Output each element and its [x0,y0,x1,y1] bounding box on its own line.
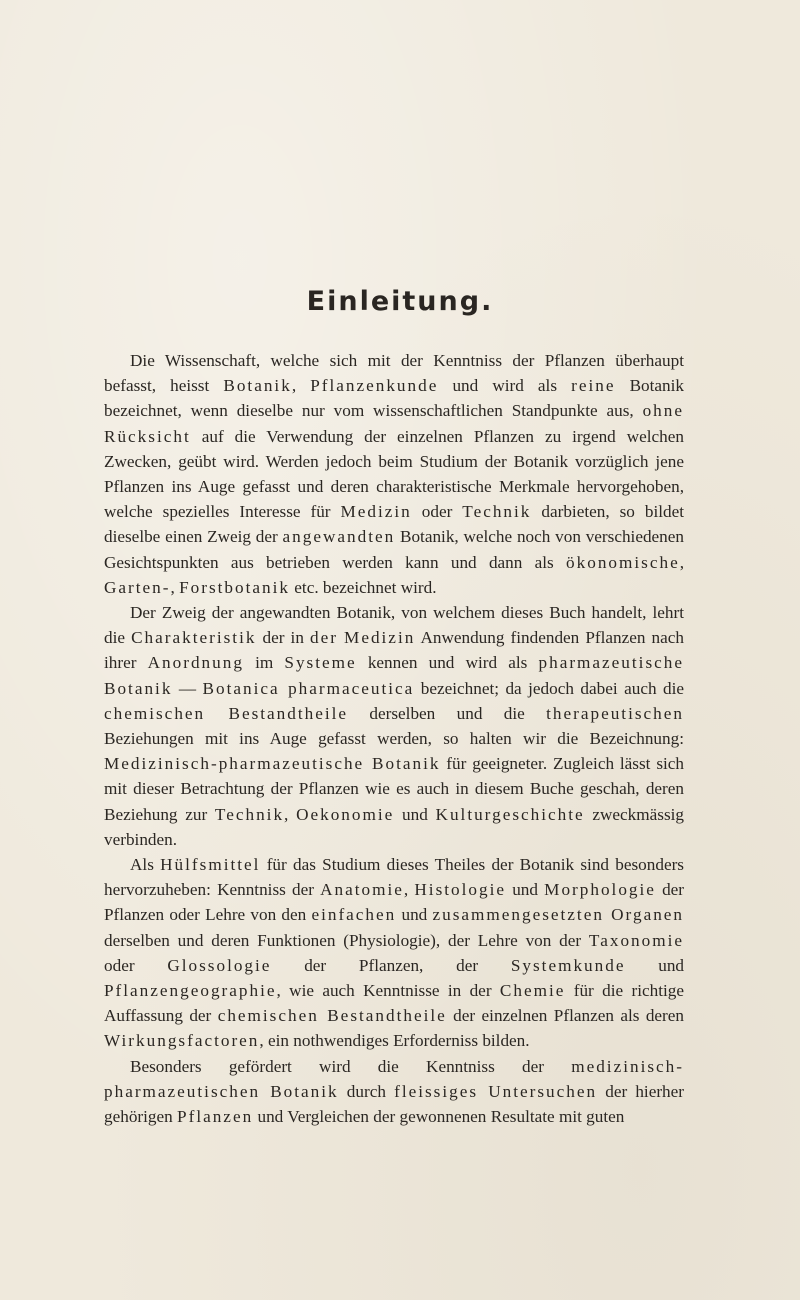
text-run: , wie auch Kenntnisse in der [276,981,500,1001]
emphasized-text: fleissiges Untersuchen [394,1081,598,1101]
text-run: für geeigneter. Zugleich lässt sich mit dieser Betrachtung der Pflanzen wie es auch in diesem Buche geschah, deren Beziehung zur [104,754,685,824]
emphasized-text: Botanica pharmaceutica [202,678,415,698]
text-run: und wird als [438,376,572,396]
paragraph [104,1054,684,1130]
paragraph [104,852,684,1054]
text-run: der hierher gehörigen [104,1081,684,1127]
text-run: kennen und wird als [356,653,539,673]
text-run: und [506,880,545,900]
text-run: darbieten, so bildet dieselbe einen Zweig der [104,502,684,547]
text-run: , ein nothwendiges Erforderniss bilden. [259,1031,530,1051]
emphasized-text: Pflanzenkunde [310,376,439,396]
text-run: der einzelnen Pflanzen als deren [446,1006,684,1026]
emphasized-text: Medizin [344,628,416,648]
text-run: der in [256,628,310,648]
text-run: und [394,804,436,824]
text-run: Besonders gefördert wird die Kenntniss der [130,1056,572,1076]
emphasized-text: Oekonomie [296,804,395,824]
body-text [104,348,684,1129]
paragraph [104,600,684,852]
emphasized-text: Technik [462,502,532,522]
emphasized-text: chemischen Bestandtheile [104,703,349,723]
emphasized-text: Charakteristik [131,628,257,648]
emphasized-text: Garten- [104,577,171,597]
emphasized-text: Taxonomie [588,930,684,950]
text-run: oder [411,502,463,522]
emphasized-text: reine [571,376,616,396]
emphasized-text: Pflanzengeographie [104,981,277,1001]
text-run: für das Studium dieses Theiles der Botanik sind besonders hervorzuheben: Kenntniss der [104,855,684,900]
emphasized-text: Forstbotanik [179,577,290,597]
text-run: und Vergleichen der gewonnenen Resultate mit guten [253,1107,625,1127]
text-run: , [403,880,415,900]
text-run: oder [104,955,168,975]
emphasized-text: medizinisch-pharmazeutischen Botanik [104,1056,684,1101]
emphasized-text: der [310,628,338,648]
text-run: , [284,804,297,824]
text-run: der Pflanzen oder Lehre von den [104,880,685,925]
text-run: zweckmässig verbinden. [104,804,685,849]
text-run: , [291,376,311,396]
emphasized-text: Medizinisch-pharmazeutische Botanik [104,754,441,774]
text-run: für die richtige Auffassung der [104,981,684,1026]
emphasized-text: ohne Rücksicht [104,401,684,446]
emphasized-text: Wirkungsfactoren [104,1031,260,1051]
text-run: Anwendung findenden Pflanzen nach ihrer [104,628,684,673]
emphasized-text: Technik [214,804,285,824]
emphasized-text: Anatomie [320,880,404,900]
text-run: derselben und die [348,703,547,723]
emphasized-text: therapeutischen [546,703,684,723]
emphasized-text: Histologie [414,880,507,900]
paragraph [104,348,684,600]
emphasized-text: Hülfsmittel [160,855,261,875]
text-run: im [243,653,285,673]
emphasized-text: chemischen Bestandtheile [217,1006,447,1026]
text-run: derselben und deren Funktionen (Physiologie), der Lehre von der [104,930,589,950]
emphasized-text: Kulturgeschichte [435,804,585,824]
text-run: Beziehungen mit ins Auge gefasst werden, so halten wir die Bezeichnung: [104,729,684,749]
text-run: — [172,678,203,698]
text-run: Die Wissenschaft, welche sich mit der Kenntniss der Pflanzen überhaupt befasst, heisst [104,351,684,396]
text-run: auf die Verwendung der einzelnen Pflanzen zu irgend welchen Zwecken, geübt wird. Werden jedoch beim Studium der Botanik vorzüglich jene Pflanzen ins Auge gefasst und deren charakteristische Merkmale hervorgehoben, welche spezielles Interesse für [104,426,684,522]
text-run: , [170,577,180,597]
emphasized-text: ökonomische [566,552,680,572]
text-run: der Pflanzen, der [271,955,511,975]
text-run: , [679,552,684,572]
emphasized-text: Systeme [284,653,357,673]
emphasized-text: pharmazeutische Botanik [104,653,684,698]
text-run: durch [338,1081,395,1101]
text-run: und [396,905,433,925]
emphasized-text: Medizin [340,502,412,522]
text-run: etc. bezeichnet wird. [290,577,437,597]
text-run: und [625,955,684,975]
text-run: Botanik, welche noch von verschiedenen Gesichtspunkten aus betrieben werden kann und dann als [104,527,684,572]
emphasized-text: Chemie [499,981,566,1001]
emphasized-text: Anordnung [147,653,244,673]
emphasized-text: Glossologie [167,955,272,975]
emphasized-text: Pflanzen [177,1107,254,1127]
emphasized-text: Botanik [223,376,292,396]
emphasized-text: Morphologie [544,880,656,900]
chapter-title: Einleitung. [306,286,494,317]
emphasized-text: einfachen [311,905,397,925]
emphasized-text: Systemkunde [510,955,626,975]
text-run: bezeichnet; da jedoch dabei auch die [414,678,684,698]
text-run: Der Zweig der angewandten Botanik, von welchem dieses Buch handelt, lehrt die [104,603,684,648]
emphasized-text: angewandten [282,527,396,547]
emphasized-text: zusammengesetzten Organen [432,905,685,925]
text-run: Als [130,855,161,875]
text-run: Botanik bezeichnet, wenn dieselbe nur vom wissenschaftlichen Standpunkte aus, [104,376,684,421]
